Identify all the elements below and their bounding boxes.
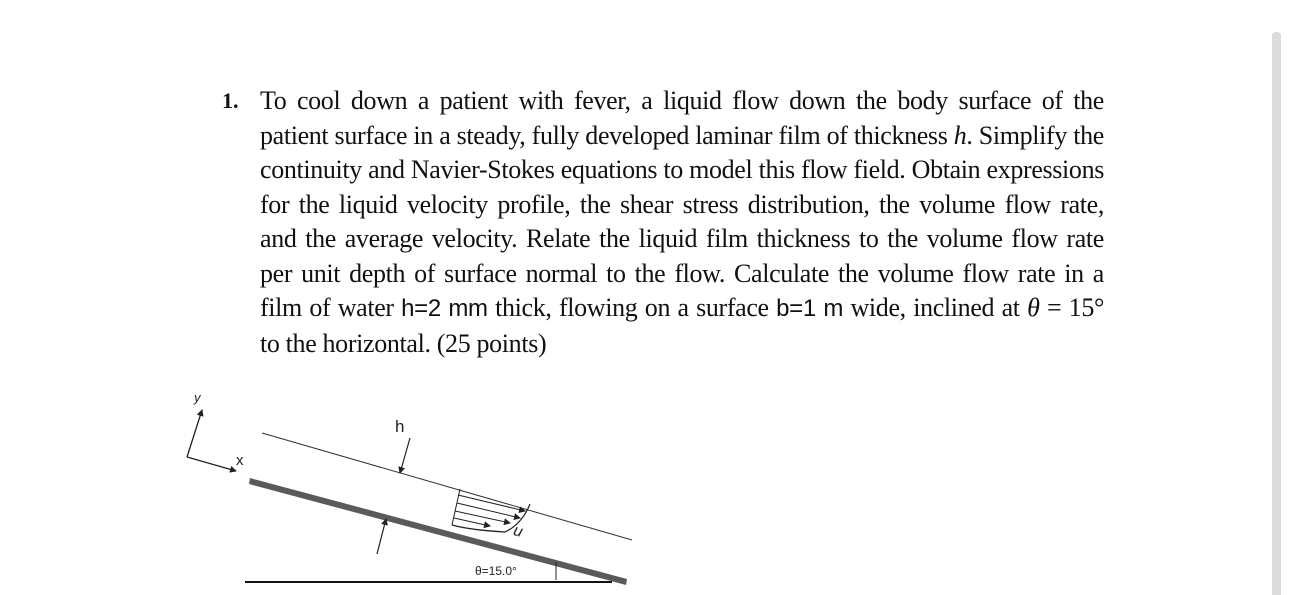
question-text-4: wide, inclined at	[843, 293, 1028, 322]
question-text-3: thick, flowing on a surface	[487, 293, 777, 322]
inclined-plate	[249, 478, 627, 585]
film-thickness-symbol: h	[953, 120, 967, 150]
velocity-profile	[452, 489, 530, 541]
question-text-5: = 15° to the horizontal. (25 points)	[260, 293, 1105, 358]
question-text-1: To cool down a patient with fever, a liquid flow down the body surface of the patient surface in a steady, fully developed laminar film of thickness	[260, 86, 1104, 150]
film-free-surface	[262, 433, 632, 540]
question-text-2: . Simplify the continuity and Navier-Stokes equations to model this flow field. Obtain expressions for the liquid velocity profile, the shear stress distribution, the volume flow rate, and the average velocity. Relate the liquid film thickness to the volume flow rate per unit depth of surface normal to the flow. Calculate the volume flow rate in a film of water	[260, 120, 1104, 322]
y-axis-label: y	[194, 390, 201, 405]
coordinate-axes	[187, 390, 244, 471]
angle-indicator	[475, 562, 556, 580]
film-thickness-value: h=2 mm	[401, 295, 488, 322]
velocity-arrow-3	[455, 511, 510, 523]
thickness-arrow-bottom	[377, 519, 386, 554]
surface-width-value: b=1 m	[776, 295, 844, 322]
velocity-arrow-1	[458, 495, 525, 511]
question-number: 1.	[222, 88, 239, 113]
film-thickness-indicator	[377, 417, 410, 554]
theta-symbol: θ	[1027, 293, 1040, 322]
x-axis-label: x	[236, 452, 244, 469]
y-axis-line	[187, 410, 202, 457]
x-axis-line	[187, 457, 236, 471]
vertical-scrollbar[interactable]	[1272, 32, 1281, 595]
velocity-arrow-4	[454, 518, 490, 526]
profile-baseline	[452, 489, 460, 525]
thickness-arrow-top	[400, 438, 410, 473]
angle-label: θ=15.0°	[475, 564, 517, 578]
velocity-label: u	[511, 522, 525, 541]
thickness-label: h	[395, 417, 405, 436]
